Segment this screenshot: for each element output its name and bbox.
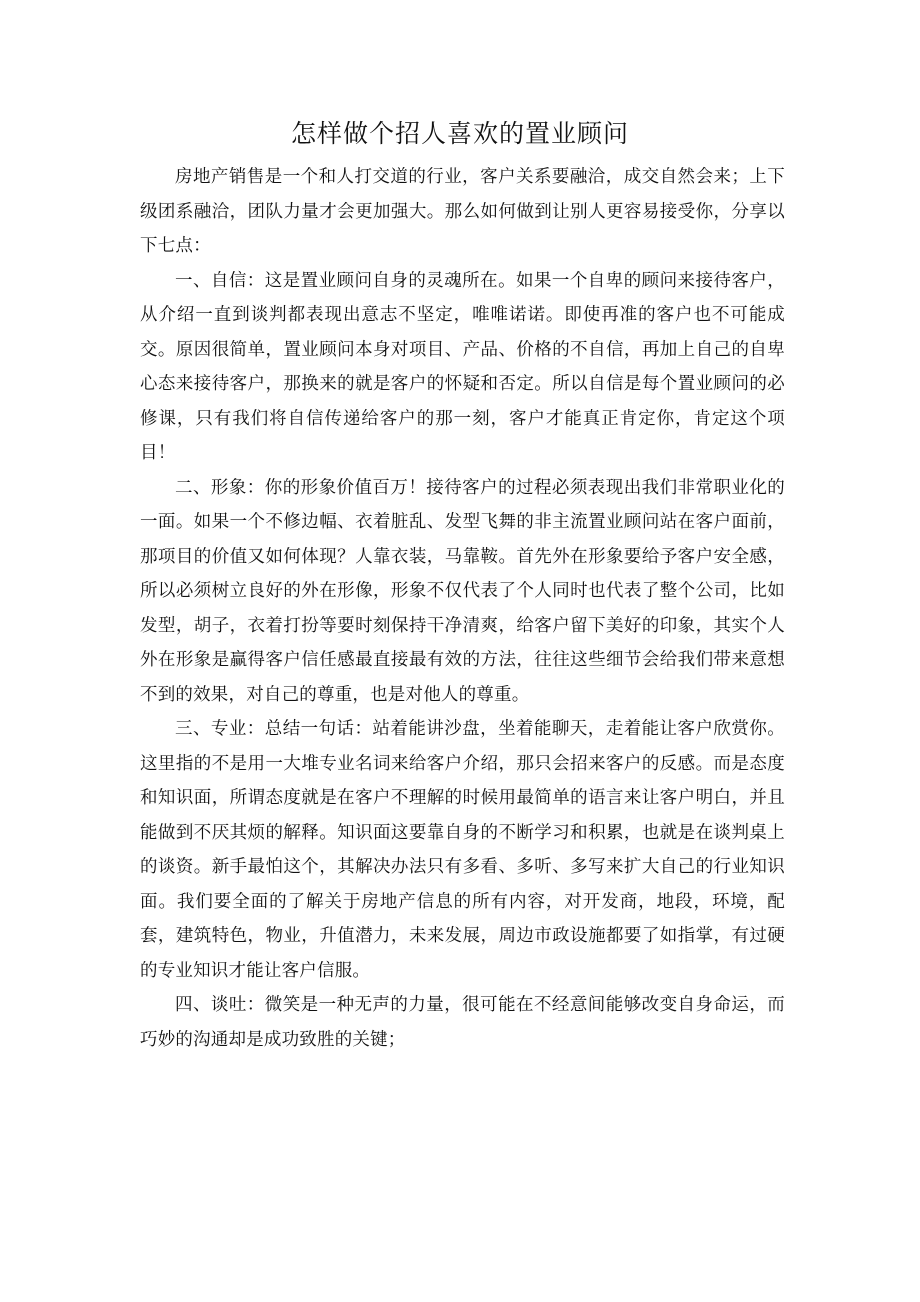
document-title: 怎样做个招人喜欢的置业顾问 [290,119,629,148]
section-speech-paragraph: 四、谈吐：微笑是一种无声的力量，很可能在不经意间能够改变自身命运，而巧妙的沟通却是成功致胜的关键； [140,995,785,1050]
document-body [140,160,785,1057]
section-professional-paragraph: 三、专业：总结一句话：站着能讲沙盘，坐着能聊天，走着能让客户欣赏你。这里指的不是用一大堆专业名词来给客户介绍，那只会招来客户的反感。而是态度和知识面，所谓态度就是在客户不理解的时候用最简单的语言来让客户明白，并且能做到不厌其烦的解释。知识面这要靠自身的不断学习和积累，也就是在谈判桌上的谈资。新手最怕这个，其解决办法只有多看、多听、多写来扩大自己的行业知识面。我们要全面的了解关于房地产信息的所有内容，对开发商，地段，环境，配套，建筑特色，物业，升值潜力，未来发展，周边市政设施都要了如指掌，有过硬的专业知识才能让客户信服。 [140,719,785,981]
section-confidence-paragraph: 一、自信：这是置业顾问自身的灵魂所在。如果一个自卑的顾问来接待客户，从介绍一直到谈判都表现出意志不坚定，唯唯诺诺。即使再准的客户也不可能成交。原因很简单，置业顾问本身对项目、产品、价格的不自信，再加上自己的自卑心态来接待客户，那换来的就是客户的怀疑和否定。所以自信是每个置业顾问的必修课，只有我们将自信传递给客户的那一刻，客户才能真正肯定你，肯定这个项目！ [140,270,785,463]
intro-paragraph: 房地产销售是一个和人打交道的行业，客户关系要融洽，成交自然会来；上下级团系融洽，团队力量才会更加强大。那么如何做到让别人更容易接受你，分享以下七点： [140,167,785,256]
section-image-paragraph: 二、形象：你的形象价值百万！接待客户的过程必须表现出我们非常职业化的一面。如果一个不修边幅、衣着脏乱、发型飞舞的非主流置业顾问站在客户面前，那项目的价值又如何体现？人靠衣装，马靠鞍。首先外在形象要给予客户安全感，所以必须树立良好的外在形像，形象不仅代表了个人同时也代表了整个公司，比如发型，胡子，衣着打扮等要时刻保持干净清爽，给客户留下美好的印象，其实个人外在形象是赢得客户信任感最直接最有效的方法，往往这些细节会给我们带来意想不到的效果，对自己的尊重，也是对他人的尊重。 [140,477,785,705]
